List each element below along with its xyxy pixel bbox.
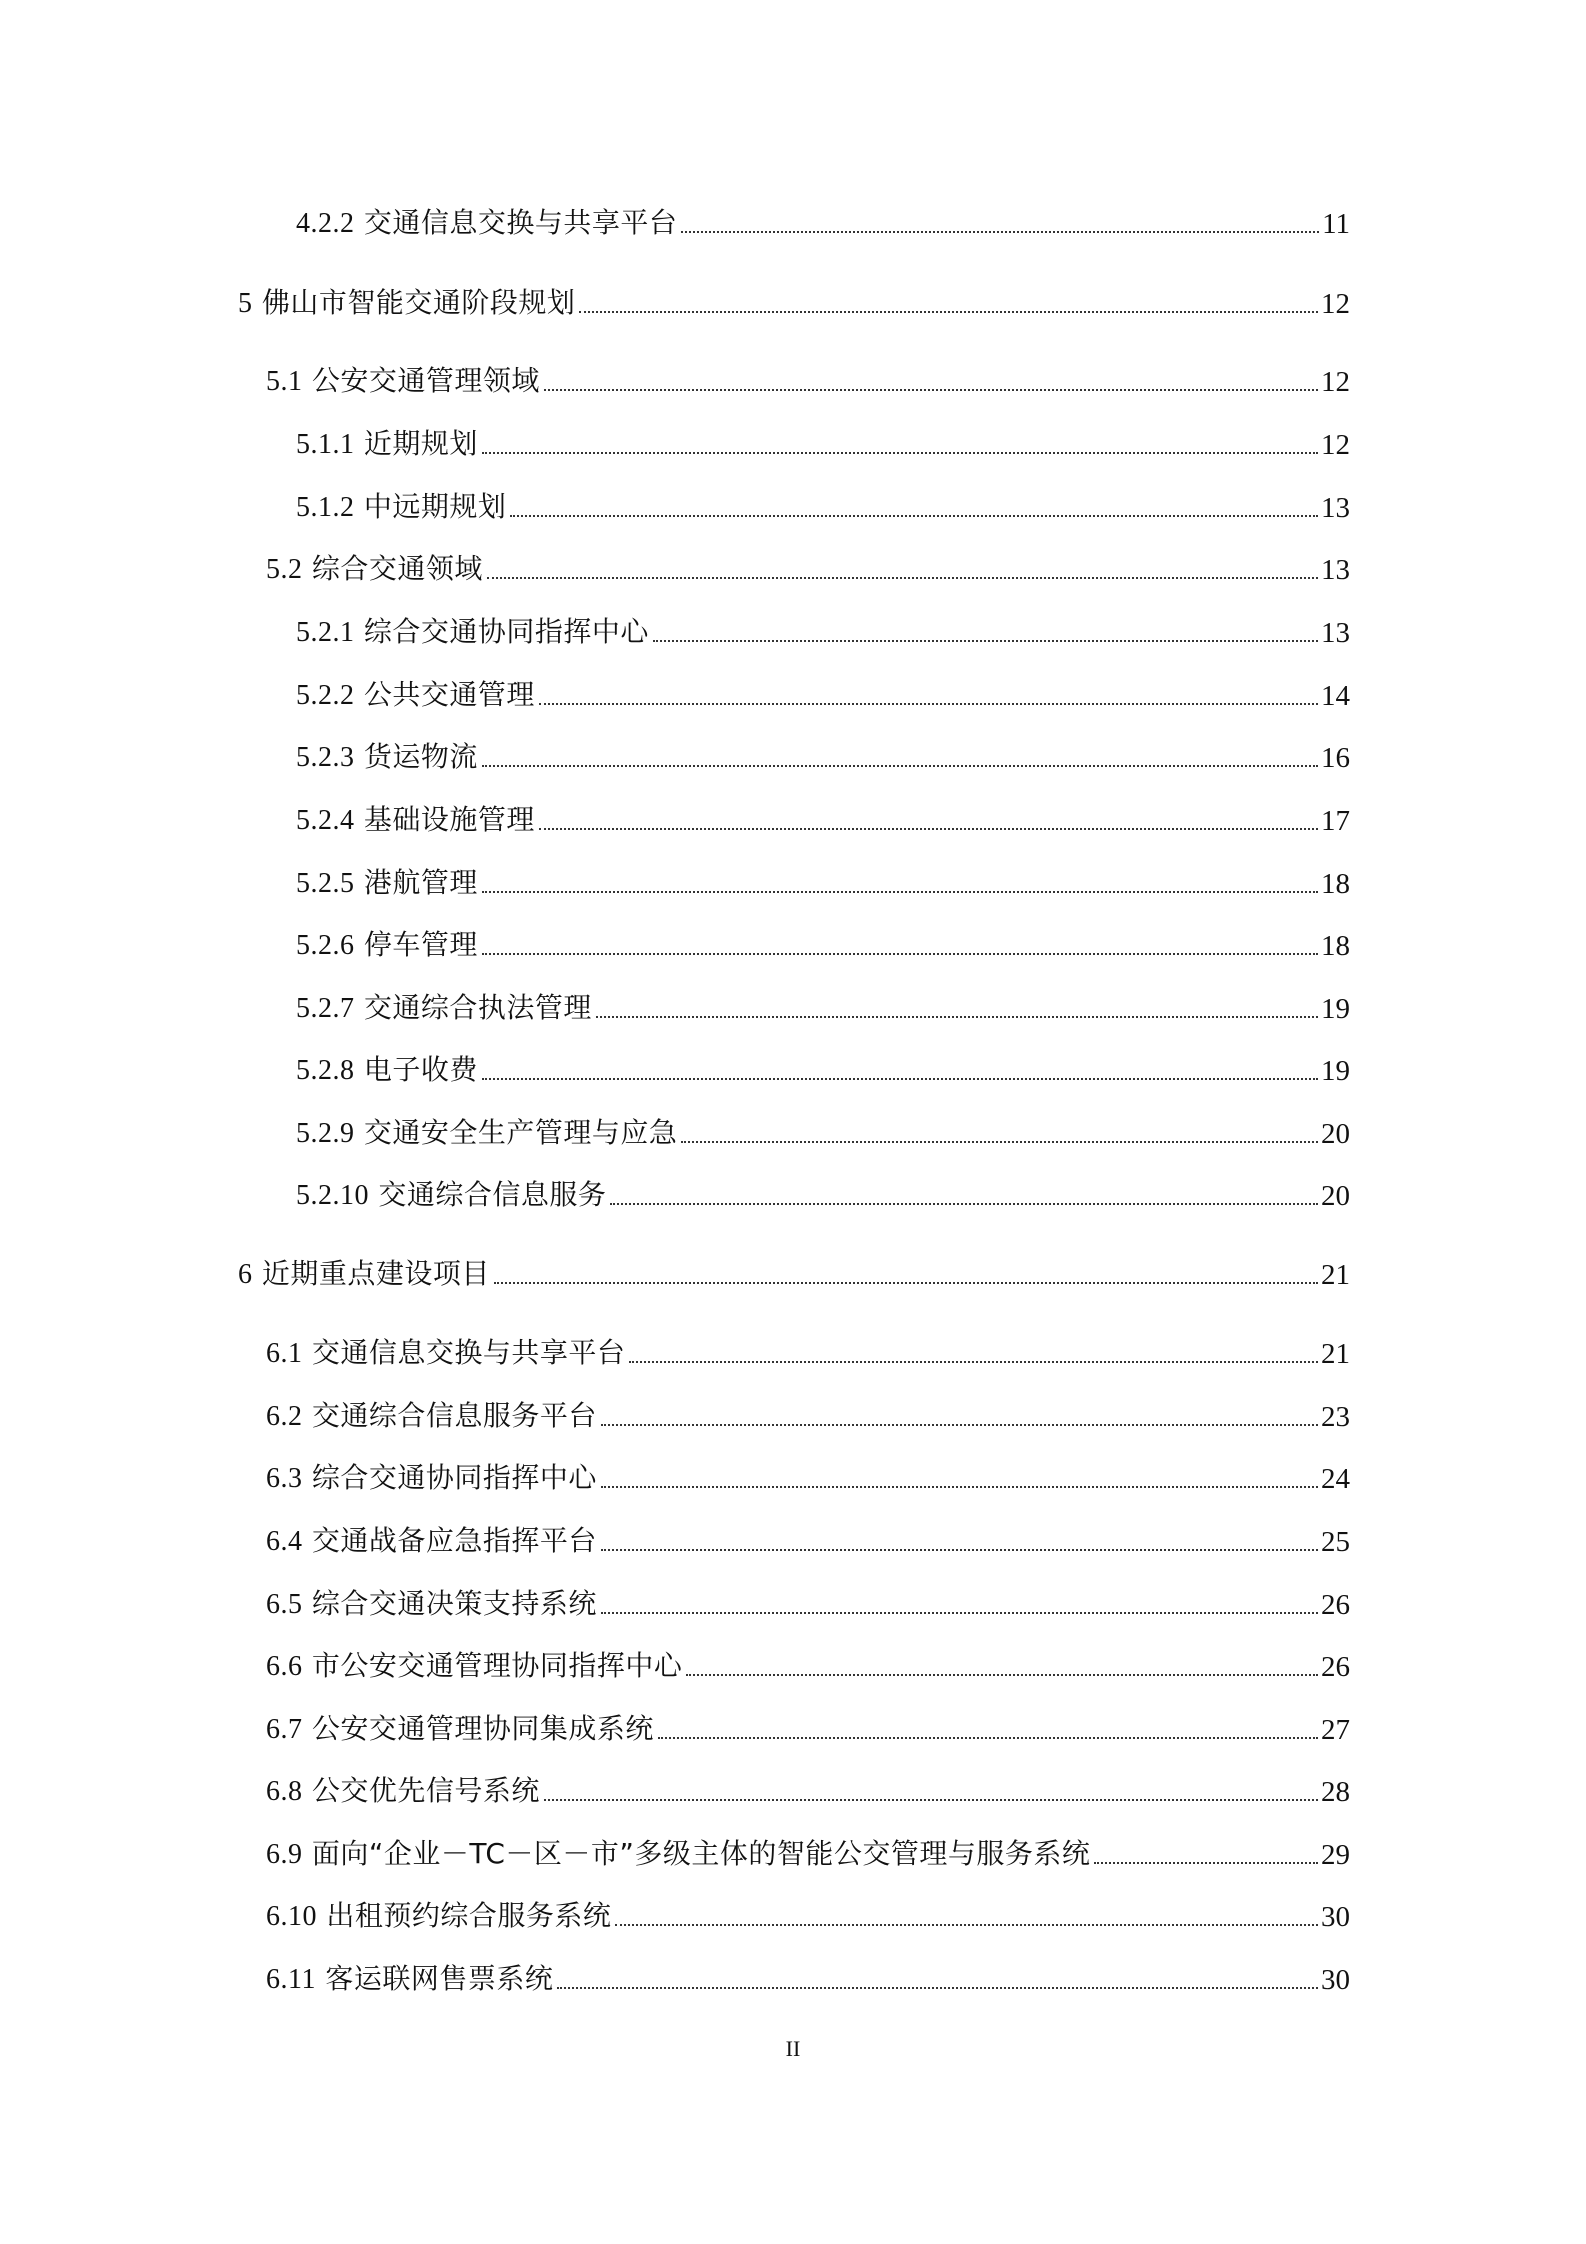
- toc-entry-text: 公安交通管理协同集成系统: [311, 1712, 654, 1745]
- toc-entry-title: [266, 1398, 597, 1435]
- toc-entry-page: 17: [1321, 805, 1350, 837]
- toc-entry[interactable]: [296, 674, 1350, 714]
- toc-entry-page: 21: [1321, 1259, 1350, 1291]
- toc-entry-number: 5.2.1: [296, 617, 355, 648]
- dot-leader: [544, 389, 1318, 391]
- dot-leader: [482, 891, 1318, 893]
- toc-entry-title: [296, 489, 506, 526]
- dot-leader: [494, 1282, 1318, 1284]
- toc-entry-title: [266, 1773, 540, 1810]
- toc-entry-page: 30: [1321, 1901, 1350, 1933]
- toc-entry-page: 19: [1321, 1055, 1350, 1087]
- toc-entry-page: 30: [1321, 1964, 1350, 1996]
- toc-entry-title: [296, 677, 535, 714]
- toc-entry-text: 基础设施管理: [363, 803, 535, 836]
- toc-entry-number: 5.1.1: [296, 429, 355, 460]
- toc-entry-number: 5.2.4: [296, 805, 355, 836]
- toc-entry-page: 13: [1321, 617, 1350, 649]
- toc-entry-number: 5.2.9: [296, 1118, 355, 1149]
- toc-entry-number: 6.9: [266, 1839, 303, 1870]
- toc-entry-text: 交通综合信息服务: [378, 1178, 607, 1211]
- toc-entry-text: 交通信息交换与共享平台: [363, 206, 678, 239]
- dot-leader: [539, 703, 1318, 705]
- toc-entry-text: 公共交通管理: [363, 678, 535, 711]
- toc-entry-number: 5.2.3: [296, 742, 355, 773]
- toc-entry-page: 14: [1321, 680, 1350, 712]
- dot-leader: [539, 828, 1318, 830]
- toc-entry-number: 6.4: [266, 1526, 303, 1557]
- toc-entry-text: 面向“企业－TC－区－市”多级主体的智能公交管理与服务系统: [311, 1837, 1091, 1870]
- toc-entry[interactable]: [266, 1332, 1350, 1372]
- toc-entry-title: [266, 1836, 1090, 1873]
- toc-entry-title: [266, 1961, 553, 1998]
- toc-entry[interactable]: [238, 1253, 1350, 1293]
- toc-entry-page: 21: [1321, 1338, 1350, 1370]
- dot-leader: [487, 577, 1318, 579]
- toc-entry-number: 6.6: [266, 1651, 303, 1682]
- toc-entry-text: 交通综合执法管理: [363, 991, 592, 1024]
- toc-entry-page: 20: [1321, 1180, 1350, 1212]
- toc-entry[interactable]: [296, 486, 1350, 526]
- toc-entry-title: [296, 865, 478, 902]
- toc-entry-text: 交通信息交换与共享平台: [311, 1336, 626, 1369]
- toc-entry[interactable]: [266, 1708, 1350, 1748]
- toc-entry[interactable]: [296, 924, 1350, 964]
- toc-entry-text: 佛山市智能交通阶段规划: [261, 286, 576, 319]
- toc-entry[interactable]: [266, 1457, 1350, 1497]
- toc-entry-text: 近期重点建设项目: [261, 1257, 490, 1290]
- toc-entry[interactable]: [266, 548, 1350, 588]
- toc-entry-title: [266, 1460, 597, 1497]
- toc-entry-title: [238, 285, 575, 322]
- dot-leader: [1094, 1862, 1318, 1864]
- dot-leader: [601, 1424, 1318, 1426]
- toc-entry-title: [266, 1711, 654, 1748]
- toc-entry-text: 电子收费: [363, 1053, 478, 1086]
- toc-entry-number: 6.11: [266, 1964, 316, 1995]
- toc-entry[interactable]: [266, 1833, 1350, 1873]
- toc-entry-number: 5.2.10: [296, 1180, 369, 1211]
- toc-entry-title: [296, 1177, 606, 1214]
- toc-entry-number: 5.2.6: [296, 930, 355, 961]
- toc-entry-number: 6.2: [266, 1401, 303, 1432]
- toc-entry-text: 综合交通领域: [311, 552, 483, 585]
- toc-entry-title: [266, 551, 483, 588]
- toc-entry-number: 6: [238, 1259, 253, 1290]
- toc-entry[interactable]: [266, 1520, 1350, 1560]
- toc-entry-text: 中远期规划: [363, 490, 507, 523]
- dot-leader: [681, 1141, 1318, 1143]
- toc-entry-text: 港航管理: [363, 866, 478, 899]
- dot-leader: [596, 1016, 1318, 1018]
- dot-leader: [629, 1361, 1318, 1363]
- toc-entry-text: 停车管理: [363, 928, 478, 961]
- toc-entry-page: 11: [1322, 208, 1350, 240]
- toc-entry-number: 6.10: [266, 1901, 317, 1932]
- toc-entry-page: 24: [1321, 1463, 1350, 1495]
- toc-entry[interactable]: [296, 1174, 1350, 1214]
- toc-entry-title: [266, 1523, 597, 1560]
- toc-entry-text: 货运物流: [363, 740, 478, 773]
- toc-entry-title: [296, 739, 478, 776]
- toc-entry-number: 5.1: [266, 366, 303, 397]
- toc-entry-number: 5.2: [266, 554, 303, 585]
- toc-entry[interactable]: [266, 1958, 1350, 1998]
- toc-entry-number: 6.8: [266, 1776, 303, 1807]
- toc-entry-page: 12: [1321, 429, 1350, 461]
- toc-entry-title: [296, 927, 478, 964]
- dot-leader: [653, 640, 1318, 642]
- dot-leader: [510, 515, 1318, 517]
- toc-entry-title: [266, 363, 540, 400]
- toc-entry[interactable]: [266, 1770, 1350, 1810]
- toc-entry[interactable]: [296, 1112, 1350, 1152]
- toc-entry[interactable]: [266, 360, 1350, 400]
- toc-entry[interactable]: [296, 611, 1350, 651]
- toc-entry-text: 综合交通协同指挥中心: [363, 615, 649, 648]
- dot-leader: [601, 1486, 1318, 1488]
- toc-entry-page: 18: [1321, 930, 1350, 962]
- dot-leader: [482, 452, 1318, 454]
- dot-leader: [579, 311, 1318, 313]
- toc-entry-number: 5.2.8: [296, 1055, 355, 1086]
- toc-entry-page: 26: [1321, 1589, 1350, 1621]
- toc-entry-title: [296, 426, 478, 463]
- dot-leader: [482, 953, 1318, 955]
- toc-entry-title: [266, 1648, 682, 1685]
- toc-entry-number: 5.2.7: [296, 993, 355, 1024]
- toc-entry-title: [266, 1898, 611, 1935]
- toc-entry-page: 26: [1321, 1651, 1350, 1683]
- toc-entry-page: 13: [1321, 554, 1350, 586]
- toc-entry-text: 市公安交通管理协同指挥中心: [311, 1649, 683, 1682]
- toc-entry-text: 近期规划: [363, 427, 478, 460]
- dot-leader: [482, 765, 1318, 767]
- toc-entry-text: 公交优先信号系统: [311, 1774, 540, 1807]
- toc-entry-number: 6.3: [266, 1463, 303, 1494]
- toc-entry[interactable]: [266, 1645, 1350, 1685]
- toc-entry-number: 6.5: [266, 1589, 303, 1620]
- dot-leader: [615, 1924, 1318, 1926]
- toc-entry[interactable]: [296, 202, 1350, 242]
- toc-entry-page: 16: [1321, 742, 1350, 774]
- toc-entry-page: 29: [1321, 1839, 1350, 1871]
- toc-entry-page: 12: [1321, 288, 1350, 320]
- toc-entry-title: [296, 1115, 677, 1152]
- toc-entry-number: 6.7: [266, 1714, 303, 1745]
- toc-entry-title: [296, 614, 649, 651]
- toc-entry-page: 19: [1321, 993, 1350, 1025]
- toc-entry-number: 5.2.5: [296, 868, 355, 899]
- toc-entry[interactable]: [296, 862, 1350, 902]
- toc-entry[interactable]: [266, 1895, 1350, 1935]
- toc-entry[interactable]: [296, 423, 1350, 463]
- toc-entry-text: 交通安全生产管理与应急: [363, 1116, 678, 1149]
- toc-entry-page: 20: [1321, 1118, 1350, 1150]
- toc-entry[interactable]: [296, 736, 1350, 776]
- dot-leader: [601, 1549, 1318, 1551]
- toc-entry-title: [266, 1335, 625, 1372]
- toc-entry[interactable]: [266, 1395, 1350, 1435]
- toc-entry-number: 5.2.2: [296, 680, 355, 711]
- toc-entry-page: 28: [1321, 1776, 1350, 1808]
- toc-entry-title: [296, 205, 677, 242]
- dot-leader: [610, 1203, 1318, 1205]
- dot-leader: [686, 1674, 1318, 1676]
- toc-entry-text: 交通综合信息服务平台: [311, 1399, 597, 1432]
- toc-entry-title: [266, 1586, 597, 1623]
- toc-entry-number: 6.1: [266, 1338, 303, 1369]
- toc-entry-page: 25: [1321, 1526, 1350, 1558]
- toc-entry[interactable]: [238, 282, 1350, 322]
- toc-entry-text: 公安交通管理领域: [311, 364, 540, 397]
- toc-entry-text: 综合交通协同指挥中心: [311, 1461, 597, 1494]
- toc-entry-page: 12: [1321, 366, 1350, 398]
- toc-entry[interactable]: [266, 1583, 1350, 1623]
- dot-leader: [601, 1612, 1318, 1614]
- toc-entry-page: 23: [1321, 1401, 1350, 1433]
- dot-leader: [681, 231, 1319, 233]
- toc-entry-text: 客运联网售票系统: [325, 1962, 554, 1995]
- toc-entry[interactable]: [296, 987, 1350, 1027]
- toc-entry[interactable]: [296, 799, 1350, 839]
- toc-entry-title: [296, 990, 592, 1027]
- dot-leader: [544, 1799, 1318, 1801]
- toc-entry-title: [296, 1052, 478, 1089]
- dot-leader: [482, 1078, 1318, 1080]
- toc-entry-number: 5: [238, 288, 253, 319]
- toc-entry-number: 5.1.2: [296, 492, 355, 523]
- toc-entry-text: 出租预约综合服务系统: [326, 1899, 612, 1932]
- dot-leader: [557, 1987, 1318, 1989]
- toc-entry-title: [238, 1256, 490, 1293]
- toc-entry-title: [296, 802, 535, 839]
- toc-entry-page: 18: [1321, 868, 1350, 900]
- toc-entry-page: 13: [1321, 492, 1350, 524]
- toc-entry-text: 综合交通决策支持系统: [311, 1587, 597, 1620]
- toc-entry-page: 27: [1321, 1714, 1350, 1746]
- page-number: II: [785, 2036, 801, 2061]
- toc-entry-text: 交通战备应急指挥平台: [311, 1524, 597, 1557]
- dot-leader: [658, 1737, 1318, 1739]
- toc-entry-number: 4.2.2: [296, 208, 355, 239]
- toc-entry[interactable]: [296, 1049, 1350, 1089]
